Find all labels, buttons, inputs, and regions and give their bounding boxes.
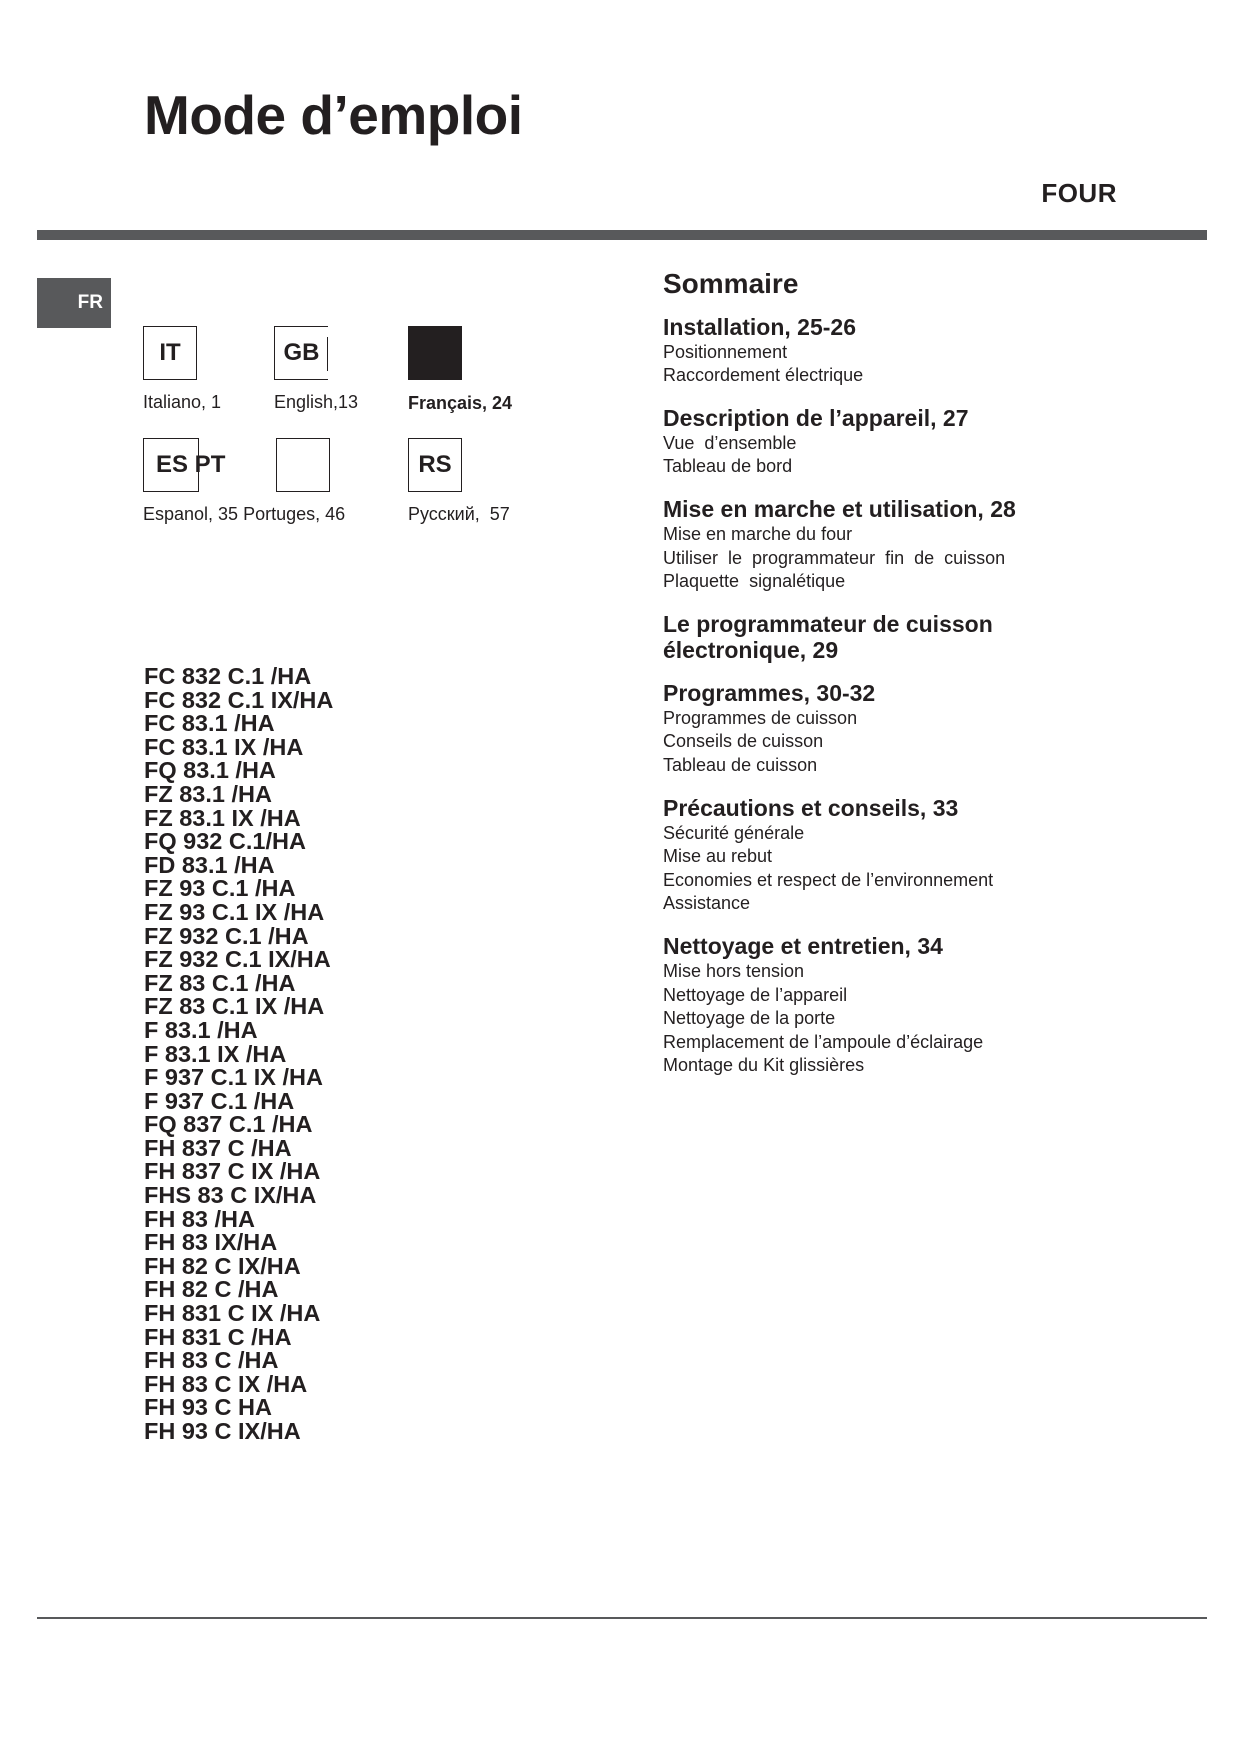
- toc-item: Montage du Kit glissières: [663, 1055, 865, 1076]
- language-tab-fr: [37, 278, 111, 328]
- model-item: FH 831 C /HA: [144, 1323, 292, 1350]
- toc-item: Plaquette signalétique: [663, 571, 846, 592]
- model-item: FH 93 C IX/HA: [144, 1418, 301, 1444]
- model-item: F 937 C.1 IX /HA: [144, 1064, 323, 1091]
- lang-code-blank: [276, 438, 330, 492]
- header-divider: [37, 230, 1207, 240]
- model-item: FH 837 C IX /HA: [144, 1158, 321, 1185]
- product-category: FOUR: [1041, 178, 1117, 208]
- toc-section: [663, 406, 1223, 479]
- toc-item: Vue d’ensemble: [663, 432, 797, 453]
- model-item: FHS 83 C IX/HA: [144, 1182, 317, 1209]
- toc-item: Remplacement de l’ampoule d’éclairage: [663, 1031, 984, 1052]
- model-item: FZ 93 C.1 IX /HA: [144, 898, 325, 925]
- toc-item: Conseils de cuisson: [663, 731, 824, 752]
- model-item: FQ 83.1 /HA: [144, 757, 276, 784]
- toc-title: Sommaire: [663, 268, 799, 299]
- lang-code-fr-marker: [408, 326, 462, 380]
- toc-section-heading-continued: électronique, 29: [663, 636, 839, 663]
- model-item: FH 831 C IX /HA: [144, 1300, 321, 1327]
- toc-item: Mise au rebut: [663, 846, 773, 867]
- model-item: FD 83.1 /HA: [144, 851, 275, 878]
- toc-item: Raccordement électrique: [663, 365, 864, 386]
- toc-item: Mise en marche du four: [663, 523, 853, 544]
- toc-section: [663, 681, 1223, 778]
- model-item: F 83.1 IX /HA: [144, 1040, 287, 1067]
- model-item: FZ 83 C.1 IX /HA: [144, 993, 325, 1020]
- toc-item: Tableau de bord: [663, 456, 793, 477]
- toc-section: [663, 497, 1223, 594]
- model-list: [144, 665, 333, 1444]
- toc-section: [663, 612, 1223, 663]
- lang-code-it: IT: [143, 326, 197, 380]
- model-item: FH 93 C HA: [144, 1394, 272, 1421]
- lang-label-english: English,13: [274, 392, 359, 412]
- footer-divider: [37, 1617, 1207, 1619]
- model-item: FH 837 C /HA: [144, 1134, 292, 1161]
- model-item: FZ 932 C.1 /HA: [144, 922, 309, 949]
- toc-sections: [663, 315, 1223, 1078]
- toc-section-heading: Le programmateur de cuisson: [663, 610, 993, 637]
- model-item: FZ 932 C.1 IX/HA: [144, 946, 331, 973]
- toc-section-heading: Installation, 25-26: [663, 313, 857, 340]
- model-item: FH 83 C IX /HA: [144, 1370, 308, 1397]
- toc-section-heading: Mise en marche et utilisation, 28: [663, 495, 1016, 522]
- toc-section-heading: Précautions et conseils, 33: [663, 794, 959, 821]
- toc-item: Positionnement: [663, 341, 788, 362]
- model-item: FZ 83 C.1 /HA: [144, 969, 296, 996]
- toc-item: Nettoyage de la porte: [663, 1008, 836, 1029]
- toc-item: Nettoyage de l’appareil: [663, 984, 848, 1005]
- model-item: FH 82 C /HA: [144, 1276, 279, 1303]
- language-tab-label: FR: [77, 292, 103, 313]
- model-item: FQ 932 C.1/HA: [144, 828, 306, 855]
- model-item: FZ 93 C.1 /HA: [144, 875, 296, 902]
- toc-item: Economies et respect de l’environnement: [663, 869, 994, 890]
- model-item: F 83.1 /HA: [144, 1016, 258, 1043]
- model-item: FZ 83.1 IX /HA: [144, 804, 301, 831]
- lang-code-es-pt: ES PT: [143, 438, 199, 492]
- model-item: F 937 C.1 /HA: [144, 1087, 295, 1114]
- model-item: FQ 837 C.1 /HA: [144, 1111, 313, 1138]
- toc-item: Sécurité générale: [663, 822, 805, 843]
- toc-item: Programmes de cuisson: [663, 707, 858, 728]
- lang-label-italiano: Italiano, 1: [143, 392, 222, 412]
- lang-label-russian: Русский, 57: [408, 504, 510, 524]
- model-item: FH 83 /HA: [144, 1205, 255, 1232]
- toc-section-heading: Programmes, 30-32: [663, 679, 876, 706]
- model-item: FH 83 C /HA: [144, 1347, 279, 1374]
- toc-section: [663, 315, 1223, 388]
- toc-item: Assistance: [663, 893, 751, 914]
- lang-code-gb: GB: [274, 326, 328, 380]
- toc-item: Mise hors tension: [663, 960, 805, 981]
- model-item: FC 83.1 IX /HA: [144, 733, 304, 760]
- model-item: FC 832 C.1 /HA: [144, 663, 312, 689]
- toc-section-heading: Description de l’appareil, 27: [663, 404, 969, 431]
- table-of-contents: [663, 267, 1223, 1096]
- lang-label-espanol-portuges: Espanol, 35 Portuges, 46: [143, 504, 346, 524]
- model-item: FZ 83.1 /HA: [144, 780, 272, 807]
- toc-section-heading: Nettoyage et entretien, 34: [663, 932, 943, 959]
- model-item: FH 82 C IX/HA: [144, 1252, 301, 1279]
- toc-item: Tableau de cuisson: [663, 754, 818, 775]
- toc-section: [663, 934, 1223, 1078]
- model-item: FC 83.1 /HA: [144, 710, 275, 737]
- lang-code-rs: RS: [408, 438, 462, 492]
- page-title: Mode d’emploi: [144, 84, 523, 146]
- toc-item: Utiliser le programmateur fin de cuisson: [663, 547, 1006, 568]
- model-item: FC 832 C.1 IX/HA: [144, 686, 334, 713]
- toc-section: [663, 796, 1223, 916]
- model-item: FH 83 IX/HA: [144, 1229, 278, 1256]
- lang-label-francais: Français, 24: [408, 393, 513, 413]
